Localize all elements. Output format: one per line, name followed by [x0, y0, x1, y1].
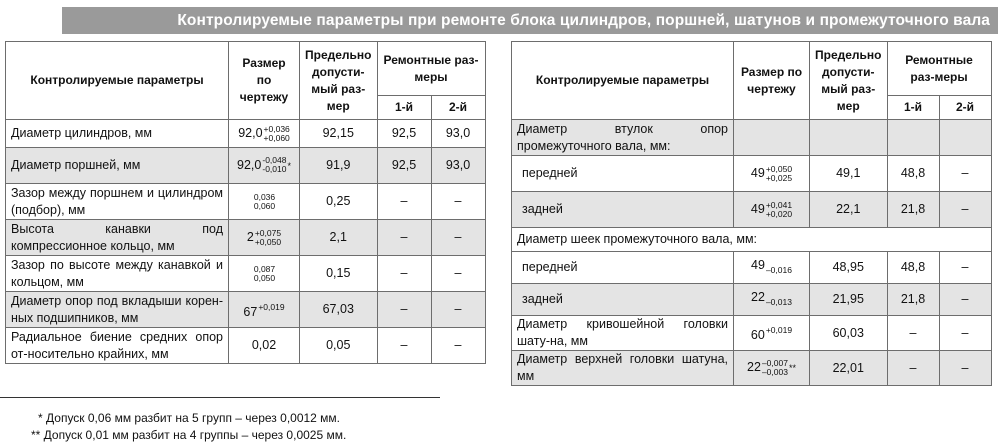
- limit-cell: 22,01: [810, 351, 888, 386]
- param-cell: Диаметр втулок опор промежуточного вала, мм:: [512, 120, 734, 156]
- table-row: [6, 120, 486, 148]
- nominal-size-value: [243, 301, 285, 319]
- footnote-divider: [0, 397, 440, 398]
- upper-tolerance: +0,041: [765, 199, 793, 210]
- repair-2-cell: –: [431, 184, 485, 220]
- param-cell: Диаметр поршней, мм: [6, 148, 229, 184]
- nominal-size-cell: [734, 192, 810, 228]
- table-row: [512, 228, 992, 252]
- repair-1-cell: 92,5: [377, 148, 431, 184]
- param-cell: Зазор между поршнем и цилиндром (подбор), мм: [6, 184, 229, 220]
- limit-cell: [810, 120, 888, 156]
- lower-tolerance: 0,060: [253, 200, 276, 211]
- nominal-size-value: [751, 289, 792, 307]
- table-row: [512, 316, 992, 351]
- upper-tolerance: +0,019: [258, 301, 285, 312]
- param-cell: передней: [512, 156, 734, 192]
- upper-tolerance: 0,087: [253, 263, 276, 274]
- base-size: 22: [751, 289, 765, 304]
- limit-cell: 0,05: [300, 328, 378, 364]
- table-row: [512, 252, 992, 284]
- tolerance-stack: [762, 359, 788, 377]
- lower-tolerance: –0,013: [765, 296, 792, 307]
- base-size: 49: [751, 257, 765, 272]
- repair-2-cell: [939, 120, 991, 156]
- base-size: 49: [750, 165, 765, 180]
- nominal-size-cell: [229, 148, 300, 184]
- footnote-1: * Допуск 0,06 мм разбит на 5 групп – через 0,0012 мм.: [38, 411, 341, 425]
- lower-tolerance: +0,020: [765, 208, 793, 219]
- tolerance-stack: [264, 125, 290, 143]
- nominal-size-cell: [229, 292, 300, 328]
- table-row: [6, 328, 486, 364]
- base-size: 67: [243, 304, 258, 319]
- repair-2-cell: –: [431, 220, 485, 256]
- limit-cell: 92,15: [300, 120, 378, 148]
- header-repair-1: 1-й: [377, 96, 431, 120]
- table-row: [512, 156, 992, 192]
- param-cell: задней: [512, 284, 734, 316]
- base-size: 92,0: [238, 125, 263, 140]
- param-cell: Высота канавки под компрессионное кольцо, мм: [6, 220, 229, 256]
- tolerance-stack: [766, 201, 792, 219]
- repair-1-cell: 48,8: [887, 156, 939, 192]
- nominal-size-cell: [734, 252, 810, 284]
- limit-cell: 2,1: [300, 220, 378, 256]
- repair-1-cell: –: [377, 256, 431, 292]
- lower-tolerance: –0,003: [761, 366, 788, 377]
- nominal-size-cell: [734, 284, 810, 316]
- repair-2-cell: –: [939, 316, 991, 351]
- base-size: 2: [246, 229, 254, 244]
- lower-tolerance: –0,016: [765, 264, 792, 275]
- upper-tolerance: -0,048: [262, 155, 287, 166]
- nominal-size-cell: [734, 156, 810, 192]
- nominal-size-value: [246, 227, 282, 247]
- footnote-mark: **: [788, 363, 796, 374]
- repair-1-cell: –: [377, 184, 431, 220]
- param-cell: Зазор по высоте между канавкой и кольцом, мм: [6, 256, 229, 292]
- section-header-cell: Диаметр шеек промежуточного вала, мм:: [512, 228, 992, 252]
- table-row: [6, 184, 486, 220]
- repair-2-cell: –: [939, 252, 991, 284]
- limit-cell: 21,95: [810, 284, 888, 316]
- nominal-size-cell: [734, 351, 810, 386]
- limit-cell: 60,03: [810, 316, 888, 351]
- left-parameters-table: [5, 41, 486, 364]
- repair-1-cell: 92,5: [377, 120, 431, 148]
- table-row: [6, 220, 486, 256]
- header-limit: Предельно допусти-мый раз-мер: [300, 42, 378, 120]
- repair-1-cell: 48,8: [887, 252, 939, 284]
- header-nominal: Размер по чертежу: [229, 42, 300, 120]
- nominal-size-cell: [229, 120, 300, 148]
- nominal-size-value: [750, 199, 793, 219]
- nominal-size-value: [237, 155, 291, 175]
- base-size: 22: [747, 360, 761, 375]
- limit-cell: 49,1: [810, 156, 888, 192]
- table-row: [512, 192, 992, 228]
- header-repair: Ремонтные раз-меры: [887, 42, 991, 96]
- footnote-2: ** Допуск 0,01 мм разбит на 4 группы – через 0,0025 мм.: [31, 428, 347, 442]
- base-size: 49: [750, 201, 765, 216]
- repair-2-cell: –: [431, 328, 485, 364]
- limit-cell: 48,95: [810, 252, 888, 284]
- tolerance-stack: [254, 193, 275, 211]
- param-cell: передней: [512, 252, 734, 284]
- base-size: 92,0: [237, 157, 262, 172]
- repair-1-cell: 21,8: [887, 192, 939, 228]
- nominal-size-cell: [734, 120, 810, 156]
- nominal-size-value: [253, 263, 276, 283]
- nominal-size-value: [238, 123, 290, 143]
- nominal-size-cell: [229, 220, 300, 256]
- param-cell: Диаметр цилиндров, мм: [6, 120, 229, 148]
- tolerance-stack: [766, 165, 792, 183]
- nominal-size-value: [750, 325, 793, 342]
- nominal-size-cell: [734, 316, 810, 351]
- repair-2-cell: –: [431, 256, 485, 292]
- header-repair-2: 2-й: [431, 96, 485, 120]
- table-row: [6, 292, 486, 328]
- nominal-size-cell: [229, 184, 300, 220]
- param-cell: Диаметр кривошейной головки шату-на, мм: [512, 316, 734, 351]
- lower-tolerance: +0,050: [254, 236, 282, 247]
- header-param: Контролируемые параметры: [6, 42, 229, 120]
- header-limit: Предельно допусти-мый раз-мер: [810, 42, 888, 120]
- right-parameters-table: [511, 41, 992, 386]
- upper-tolerance: +0,036: [263, 123, 290, 134]
- nominal-size-value: [751, 257, 792, 275]
- limit-cell: 22,1: [810, 192, 888, 228]
- table-row: [512, 120, 992, 156]
- repair-2-cell: –: [431, 292, 485, 328]
- page-title: Контролируемые параметры при ремонте блока цилиндров, поршней, шатунов и промежуточного вала: [62, 7, 998, 34]
- table-row: [512, 284, 992, 316]
- lower-tolerance: 0,050: [253, 272, 276, 283]
- repair-1-cell: [887, 120, 939, 156]
- limit-cell: 91,9: [300, 148, 378, 184]
- repair-2-cell: 93,0: [431, 148, 485, 184]
- repair-1-cell: –: [887, 316, 939, 351]
- lower-tolerance: +0,060: [263, 132, 290, 143]
- param-cell: Радиальное биение средних опор от-носительно крайних, мм: [6, 328, 229, 364]
- header-repair-2: 2-й: [939, 96, 991, 120]
- repair-2-cell: –: [939, 284, 991, 316]
- nominal-size-value: [253, 191, 276, 211]
- footnote-mark: *: [287, 160, 291, 171]
- param-cell: задней: [512, 192, 734, 228]
- upper-tolerance: +0,050: [765, 163, 793, 174]
- table-row: [6, 148, 486, 184]
- nominal-size-value: [750, 163, 793, 183]
- param-cell: Диаметр верхней головки шатуна, мм: [512, 351, 734, 386]
- repair-2-cell: –: [939, 156, 991, 192]
- repair-2-cell: 93,0: [431, 120, 485, 148]
- upper-tolerance: –0,007: [761, 357, 788, 368]
- repair-1-cell: –: [887, 351, 939, 386]
- repair-1-cell: –: [377, 292, 431, 328]
- upper-tolerance: +0,075: [254, 227, 282, 238]
- repair-2-cell: –: [939, 192, 991, 228]
- header-repair-1: 1-й: [887, 96, 939, 120]
- header-param: Контролируемые параметры: [512, 42, 734, 120]
- tolerance-stack: [262, 156, 286, 174]
- repair-1-cell: –: [377, 220, 431, 256]
- nominal-size-cell: 0,02: [229, 328, 300, 364]
- base-size: 60: [750, 328, 765, 342]
- limit-cell: 0,15: [300, 256, 378, 292]
- lower-tolerance: +0,025: [765, 172, 793, 183]
- table-row: [512, 351, 992, 386]
- table-row: [6, 256, 486, 292]
- upper-tolerance: +0,019: [765, 325, 793, 335]
- limit-cell: 0,25: [300, 184, 378, 220]
- header-nominal: Размер по чертежу: [734, 42, 810, 120]
- upper-tolerance: 0,036: [253, 191, 276, 202]
- lower-tolerance: -0,010: [262, 164, 287, 175]
- tolerance-stack: [254, 265, 275, 283]
- tolerance-stack: [255, 229, 281, 247]
- repair-1-cell: 21,8: [887, 284, 939, 316]
- nominal-size-cell: [229, 256, 300, 292]
- param-cell: Диаметр опор под вкладыши корен-ных подшипников, мм: [6, 292, 229, 328]
- limit-cell: 67,03: [300, 292, 378, 328]
- repair-2-cell: –: [939, 351, 991, 386]
- repair-1-cell: –: [377, 328, 431, 364]
- nominal-size-value: [747, 357, 796, 377]
- header-repair: Ремонтные раз-меры: [377, 42, 485, 96]
